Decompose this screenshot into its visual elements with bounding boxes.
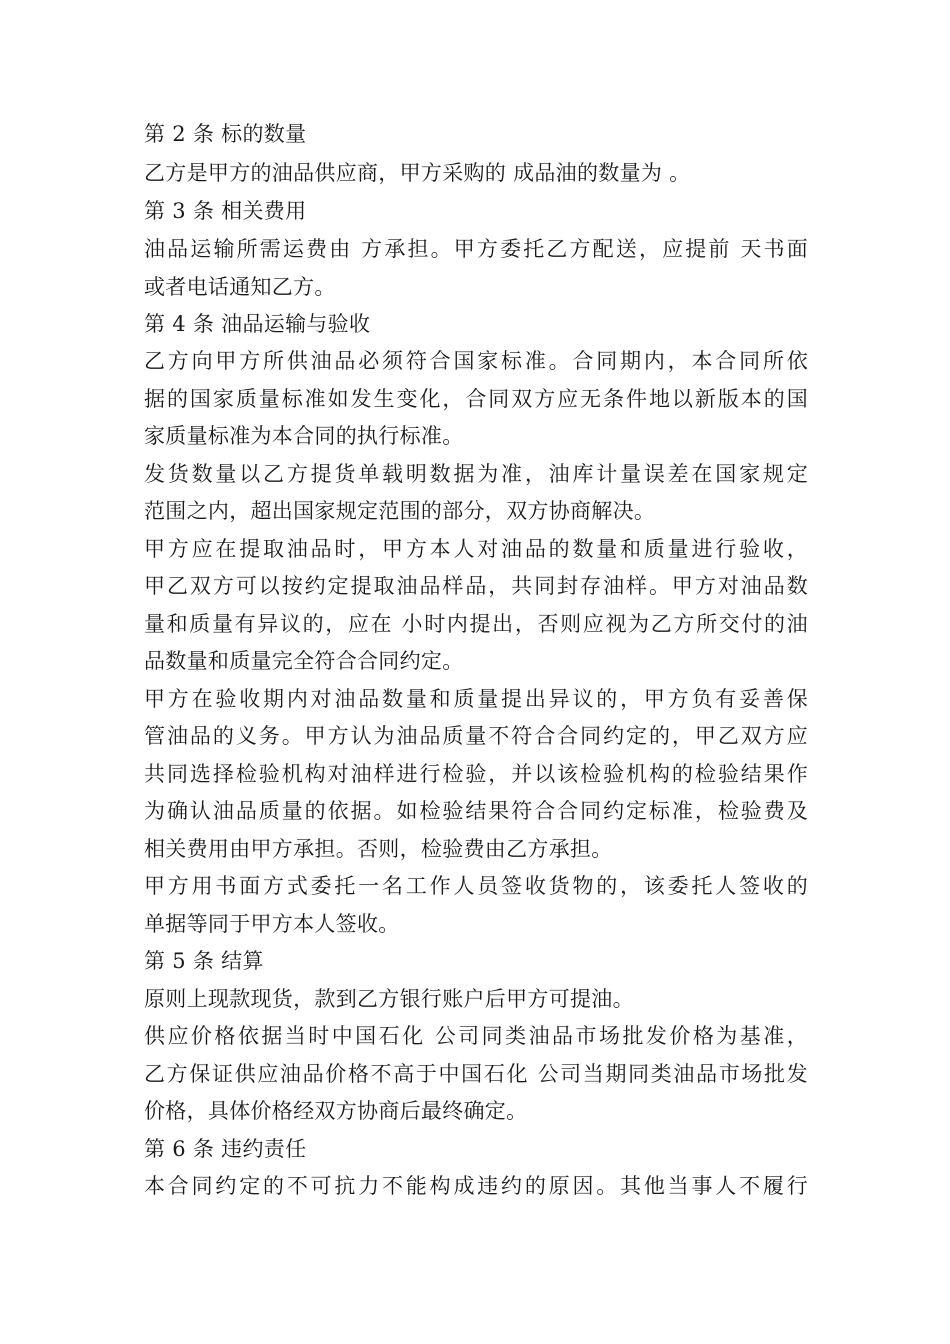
article-4-heading: 第 4 条 油品运输与验收 [144,312,371,336]
article-6-heading: 第 6 条 违约责任 [144,1137,307,1161]
article-5-heading: 第 5 条 结算 [144,949,264,973]
article-4-paragraph-line: 甲乙双方可以按约定提取油品样品，共同封存油样。甲方对油品数 [144,574,808,598]
article-4-paragraph-line: 家质量标准为本合同的执行标准。 [144,424,464,448]
article-4-paragraph-line: 管油品的义务。甲方认为油品质量不符合合同约定的，甲乙双方应 [144,724,808,748]
article-3-paragraph-line: 或者电话通知乙方。 [144,275,336,299]
article-4-paragraph-line: 共同选择检验机构对油样进行检验，并以该检验机构的检验结果作 [144,762,808,786]
article-4-paragraph-line: 甲方用书面方式委托一名工作人员签收货物的，该委托人签收的 [144,874,808,898]
article-3-heading: 第 3 条 相关费用 [144,199,307,223]
article-4-paragraph-line: 品数量和质量完全符合合同约定。 [144,649,464,673]
article-4-paragraph-line: 乙方向甲方所供油品必须符合国家标准。合同期内，本合同所依 [144,349,808,373]
article-4-paragraph-line: 范围之内，超出国家规定范围的部分，双方协商解决。 [144,499,656,523]
article-3-paragraph-line: 油品运输所需运费由 方承担。甲方委托乙方配送，应提前 天书面 [144,237,808,261]
article-4-paragraph-line: 为确认油品质量的依据。如检验结果符合合同约定标准，检验费及 [144,799,808,823]
article-4-paragraph-line: 相关费用由甲方承担。否则，检验费由乙方承担。 [144,837,613,861]
article-4-paragraph-line: 甲方应在提取油品时，甲方本人对油品的数量和质量进行验收， [144,537,808,561]
article-4-paragraph-line: 单据等同于甲方本人签收。 [144,912,400,936]
article-5-paragraph-line: 价格，具体价格经双方协商后最终确定。 [144,1099,528,1123]
article-4-paragraph-line: 发货数量以乙方提货单载明数据为准，油库计量误差在国家规定 [144,462,808,486]
article-5-paragraph-line: 供应价格依据当时中国石化 公司同类油品市场批发价格为基准， [144,1024,808,1048]
article-2-heading: 第 2 条 标的数量 [144,122,307,146]
article-2-paragraph: 乙方是甲方的油品供应商，甲方采购的 成品油的数量为 。 [144,161,691,185]
article-5-paragraph-line: 乙方保证供应油品价格不高于中国石化 公司当期同类油品市场批发 [144,1062,808,1086]
article-4-paragraph-line: 甲方在验收期内对油品数量和质量提出异议的，甲方负有妥善保 [144,687,808,711]
article-5-paragraph: 原则上现款现货，款到乙方银行账户后甲方可提油。 [144,987,634,1011]
article-4-paragraph-line: 据的国家质量标准如发生变化，合同双方应无条件地以新版本的国 [144,387,808,411]
article-6-paragraph-line: 本合同约定的不可抗力不能构成违约的原因。其他当事人不履行 [144,1174,808,1198]
article-4-paragraph-line: 量和质量有异议的，应在 小时内提出，否则应视为乙方所交付的油 [144,612,808,636]
